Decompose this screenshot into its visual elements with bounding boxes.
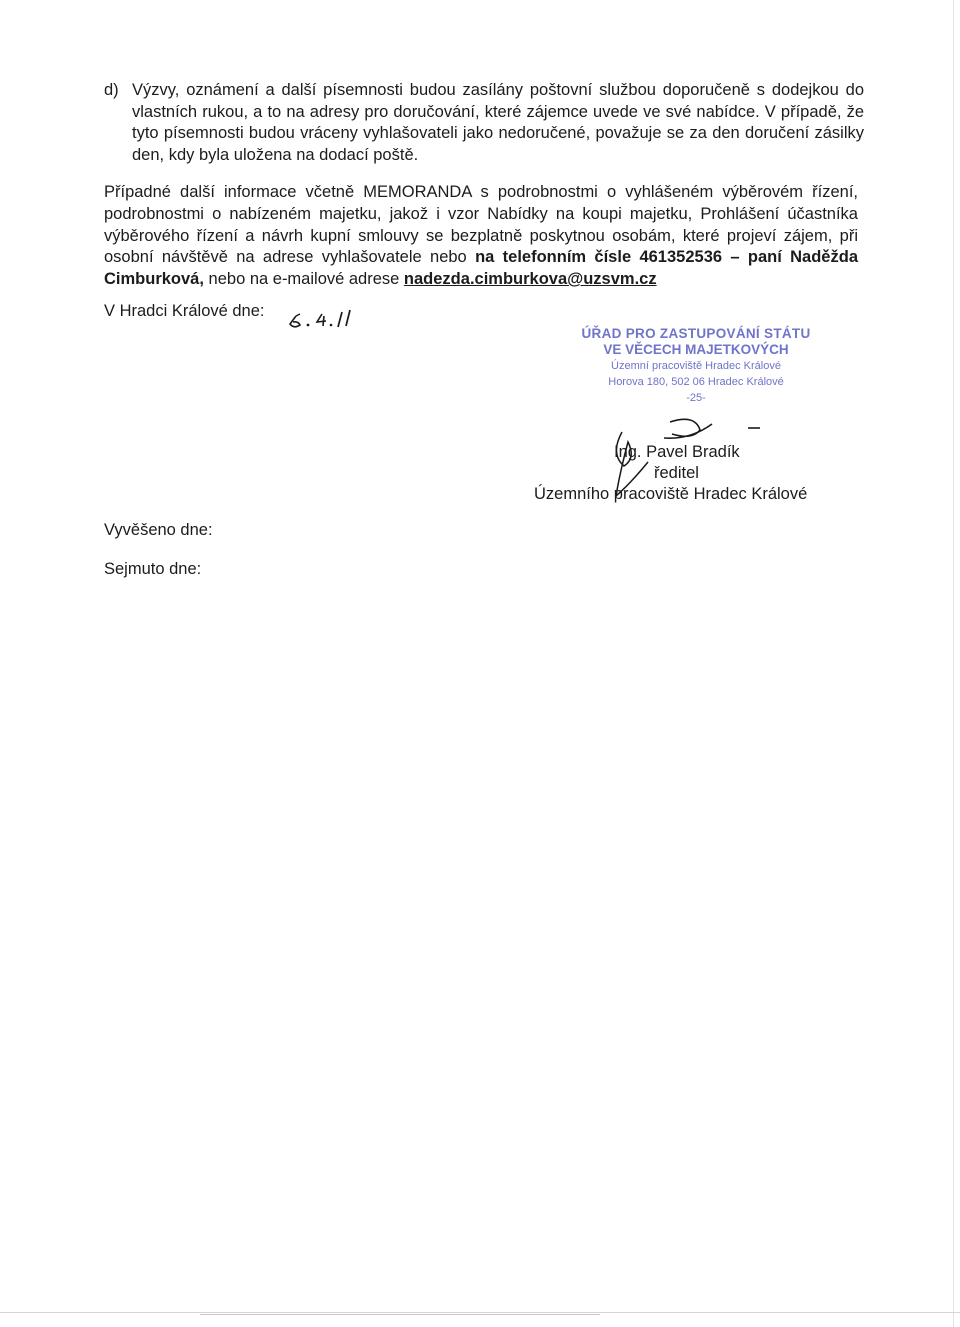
email-prefix: nebo na e-mailové adrese [203, 270, 404, 289]
stamp-line-1: ÚŘAD PRO ZASTUPOVÁNÍ STÁTU [581, 326, 811, 341]
posted-date-label: Vyvěšeno dne: [104, 521, 213, 539]
removed-date-label: Sejmuto dne: [104, 560, 202, 578]
phone-contact: na telefonním čísle 461352536 – paní Naděžda Cimburková, [104, 248, 858, 289]
handwritten-date [286, 300, 381, 334]
item-d-paragraph [104, 80, 864, 166]
stamp-line-4: Horova 180, 502 06 Hradec Králové [608, 376, 784, 388]
scan-edge-bottom-inner [200, 1314, 600, 1315]
place-date-label: V Hradci Králové dne: [104, 302, 265, 320]
stamp-line-2: VE VĚCECH MAJETKOVÝCH [603, 342, 789, 357]
scan-edge-right [953, 0, 954, 1327]
signatory-role: ředitel [654, 464, 699, 482]
item-d-marker: d) [104, 81, 119, 99]
info-text: Případné další informace včetně MEMORANDA s podrobnostmi o vyhlášeném výběrovém řízení, podrobnostmi o nabízeném majetku, jakož i vzor Nabídky na koupi majetku, Prohlášení účastníka výběrového řízení a návrh kupní smlouvy se bezplatně poskytnou osobám, které projeví zájem, při osobní návštěvě na adrese vyhlašovatele nebo [104, 183, 858, 267]
signatory-name: Ing. Pavel Bradík [614, 443, 740, 461]
stamp-line-3: Územní pracoviště Hradec Králové [611, 360, 781, 372]
stamp-line-5: -25- [686, 392, 706, 404]
item-d-text: Výzvy, oznámení a další písemnosti budou zasílány poštovní službou doporučeně s dodejkou do vlastních rukou, a to na adresy pro doručování, které zájemce uvede ve své nabídce. V případě, že tyto písemnosti budou vráceny vyhlašovateli jako nedoručené, považuje se za den doručení zásilky den, kdy byla uložena na dodací poště. [132, 81, 864, 164]
scan-edge-bottom [0, 1312, 960, 1313]
signatory-org: Územního pracoviště Hradec Králové [534, 485, 808, 503]
info-paragraph [104, 182, 858, 291]
email-link[interactable]: nadezda.cimburkova@uzsvm.cz [403, 270, 657, 289]
